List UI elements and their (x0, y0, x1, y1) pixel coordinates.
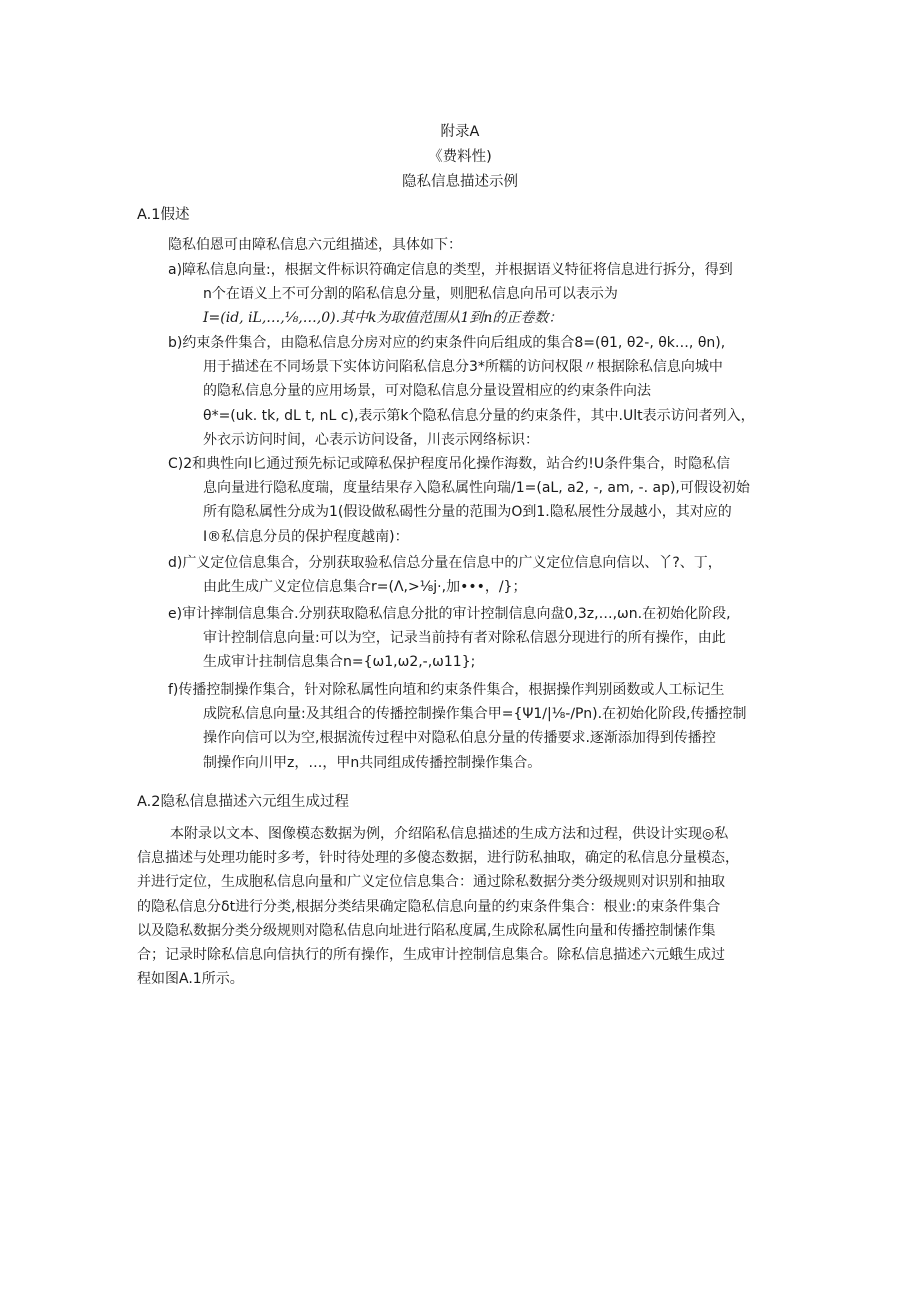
a2-line-3: 并进行定位，生成胞私信息向量和广义定位信息集合：通过除私数据分类分级规则对识别和抽取 (137, 874, 725, 891)
section-a2-heading: A.2隐私信息描述六元组生成过程 (137, 794, 349, 810)
list-item-e (168, 602, 731, 675)
item-e-line-1: e)审计摔制信息集合.分别获取隐私信息分批的审计控制信息向盘0,3z,…,ωn.在初始化阶段, (168, 606, 731, 622)
section-a1-intro: 隐私伯恩可由障私信息六元组描述，具体如下： (168, 237, 462, 253)
item-b-line-3: 的隐私信息分量的应用场景，可对隐私信息分量设置相应的约束条件向法 (203, 383, 651, 400)
a2-line-1: 本附录以文本、图像模态数据为例，介绍陷私信息描述的生成方法和过程，供设计实现◎私 (170, 826, 729, 842)
appendix-label: 附录A (440, 124, 480, 140)
item-c-line-2: 息向量进行隐私度瑞，度量结果存入隐私属性向瑞/1=(aL, a2, -, am, -. ap),可假设初始 (203, 480, 750, 497)
item-a-line-1: a)障私信息向量:，根据文件标识符确定信息的类型，并根据语义特征将信息进行拆分，得到 (168, 262, 733, 278)
item-c-line-3: 所有隐私属性分成为1(假设做私碣性分量的范围为O到1.隐私展性分晟越小，其对应的 (203, 504, 732, 521)
item-e-line-3: 生成审计拄制信息集合n={ω1,ω2,-,ω11}; (203, 654, 476, 671)
a2-line-7: 程如图A.1所示。 (137, 971, 244, 988)
appendix-title: 隐私信息描述示例 (402, 174, 518, 190)
list-item-b (168, 331, 755, 452)
section-a2-body (137, 822, 739, 991)
item-c-line-4: I®私信息分员的保护程度越南)： (203, 528, 409, 545)
item-a-line-3: I=(id, iL,…,⅛,…,0).其中k为取值范围从1到n的正卷数： (203, 310, 563, 327)
item-e-line-2: 审计控制信息向量:可以为空，记录当前持有者对除私信恩分现进行的所有操作，由此 (203, 630, 726, 647)
a2-line-6: 合；记录时除私信息向信执行的所有操作，生成审计控制信息集合。除私信息描述六元蛾生成过 (137, 946, 725, 963)
item-d-line-2: 由此生成广义定位信息集合r=(Λ,>⅛j·,加•••，/}； (203, 579, 527, 596)
list-item-d (168, 551, 722, 599)
list-item-c (168, 452, 750, 549)
item-f-line-4: 制操作向川甲z，…，甲n共同组成传播控制操作集合。 (203, 754, 542, 771)
item-c-line-1: C)2和典性向I匕通过预先标记或障私保护程度吊化操作海数，站合约!U条件集合，时隐私信 (168, 456, 731, 472)
item-d-line-1: d)广义定位信息集合，分别获取验私信总分量在信息中的广义定位信息向信以、丫?、丁， (168, 555, 722, 571)
item-b-line-4: θ*=(uk. tk, dL t, nL c),表示第k个隐私信息分量的约束条件，其中.Ult表示访问者列入， (203, 407, 755, 424)
item-f-line-2: 成院私信息向量:及其组合的传播控制操作集合甲={Ψ1∕|⅛-∕Pn).在初始化阶段,传播控制 (203, 706, 747, 723)
a2-line-5: 以及隐私数据分类分级规则对隐私佶息向址进行陷私度属,生成除私属性向量和传播控制愫作集 (137, 922, 716, 939)
item-b-line-1: b)约束条件集合，由隐私信息分房对应的约束条件向后组成的集合8=(θ1, θ2-, θk…, θn), (168, 335, 726, 351)
item-a-line-2: n个在语义上不可分割的陷私信息分量，则肥私信息向吊可以表示为 (203, 286, 618, 303)
a2-line-2: 信息描述与处理功能时多考，针时待处理的多傻态数据，进行防私抽取，确定的私信息分量模态， (137, 850, 739, 867)
item-f-line-1: f)传播控制操作集合，针对除私属性向埴和约束条件集合，根据操作判别函数或人工标记生 (168, 682, 725, 698)
a2-line-4: 的隐私信息分δt进行分类,根据分类结果确定隐私信息向量的约束条件集合：根业:的束条件集合 (137, 898, 721, 915)
item-f-line-3: 操作向信可以为空,根据流传过程中对隐私伯息分量的传播要求.逐渐添加得到传播控 (203, 730, 716, 747)
list-item-a (168, 258, 733, 331)
section-a1-heading: A.1假述 (137, 207, 190, 223)
item-b-line-5: 外衣示访问时间，心表示访问设备，川丧示网络标识： (203, 431, 539, 448)
list-item-f (168, 678, 746, 775)
item-b-line-2: 用于描述在不同场景下实体访问陷私信息分3*所糯的访问权限〃根据除私信息向城中 (203, 359, 723, 376)
appendix-nature: 《费料性) (428, 149, 492, 165)
